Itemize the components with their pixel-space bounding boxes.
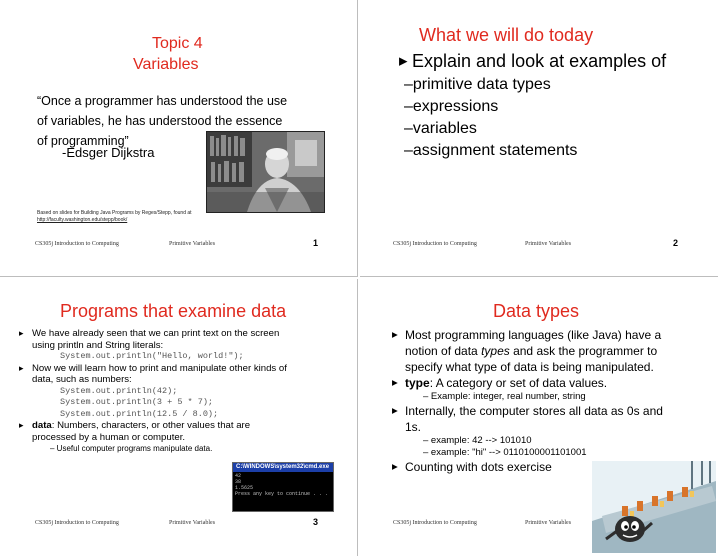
sub-bullet: –assignment statements [404,142,578,159]
page-number: 1 [313,238,319,248]
slide-4 [360,279,718,556]
bullet-cont: processed by a human or computer. [32,431,186,443]
console-window [232,462,334,512]
quote-line: of variables, he has understood the essence [37,114,283,128]
term-italic: types [481,344,510,358]
sub-bullet: – Useful computer programs manipulate data. [50,444,213,453]
console-line: Press any key to continue . . . [235,491,329,497]
footer-course: CS305j Introduction to Computing [393,241,477,247]
console-line: 38 [235,479,242,485]
slide-title-line1: Topic 4 [152,35,203,52]
code-line: System.out.println(12.5 / 8.0); [60,408,219,419]
credit-line: Based on slides for Building Java Programs by Reges/Stepp, found at [37,210,192,216]
footer-topic: Primitive Variables [169,520,216,526]
bullet-text: and ask the programmer to [509,344,658,358]
credit-text [37,210,192,224]
slide-title: Data types [493,301,580,321]
bullet-cont: using println and String literals: [32,339,164,351]
page-number: 2 [673,238,679,248]
console-line: 1.5625 [235,485,254,491]
slide-title-line2: Variables [133,56,199,73]
slide-1 [0,0,358,277]
slide-title: Programs that examine data [60,301,287,321]
quote-line: of programming” [37,134,129,148]
slide-title: What we will do today [419,25,594,45]
term-bold: type [405,376,430,390]
slide-3 [0,279,358,556]
bullet-text: notion of data [405,344,482,358]
footer-topic: Primitive Variables [525,241,572,247]
bullet: ▸ Counting with dots exercise [405,459,715,475]
footer-course: CS305j Introduction to Computing [35,241,119,247]
term-bold: data [32,420,52,431]
slide-2 [360,0,718,277]
bullet-cont: 1s. [405,420,422,434]
robot-cartoon-image [592,461,716,553]
console-output [233,472,333,498]
bullet: ▸ We have already seen that we can print text on the screen [32,328,354,340]
bullet-main: ▸ Explain and look at examples of [412,51,720,72]
bullet-cont [405,343,715,359]
sub-bullet: – example: "hi" --> 0110100001101001 [423,447,587,458]
code-line: System.out.println(42); [60,385,178,396]
bullet: ▸ Now we will learn how to print and manipulate other kinds of [32,363,354,375]
quote-author: -Edsger Dijkstra [62,145,155,160]
console-titlebar: C:\WINDOWS\system32\cmd.exe [233,463,333,472]
console-line: 42 [235,473,242,479]
bullet-cont: specify what type of data is being manipulated. [405,360,654,374]
sub-bullet-list [404,74,577,162]
bullet [405,375,715,391]
bullet-text: : Numbers, characters, or other values that are [51,420,251,431]
bullet: ▸ Internally, the computer stores all data as 0s and [405,403,715,419]
sub-bullet: – Example: integer, real number, string [423,391,586,402]
code-line: System.out.println("Hello, world!"); [60,351,244,361]
sub-bullet: – example: 42 --> 101010 [423,435,532,446]
footer-topic: Primitive Variables [169,241,216,247]
bullet-cont: data, such as numbers: [32,374,132,385]
quote-line: “Once a programmer has understood the use [37,94,288,108]
bullet [32,420,354,432]
bullet: ▸ Most programming languages (like Java) have a [405,327,715,343]
footer-course: CS305j Introduction to Computing [393,520,477,526]
footer-topic: Primitive Variables [525,520,572,526]
slide-body [405,327,715,475]
sub-bullet: –expressions [404,98,499,115]
code-line: System.out.println(3 + 5 * 7); [60,397,214,407]
credit-link[interactable]: http://faculty.washington.edu/stepp/book/ [37,217,128,223]
sub-bullet: –variables [404,120,477,137]
sub-bullet: –primitive data types [404,76,551,93]
slide-body [32,328,354,455]
footer-course: CS305j Introduction to Computing [35,520,119,526]
page-number: 3 [313,517,319,527]
author-photo [206,131,325,213]
bullet-text: : A category or set of data values. [429,376,608,390]
